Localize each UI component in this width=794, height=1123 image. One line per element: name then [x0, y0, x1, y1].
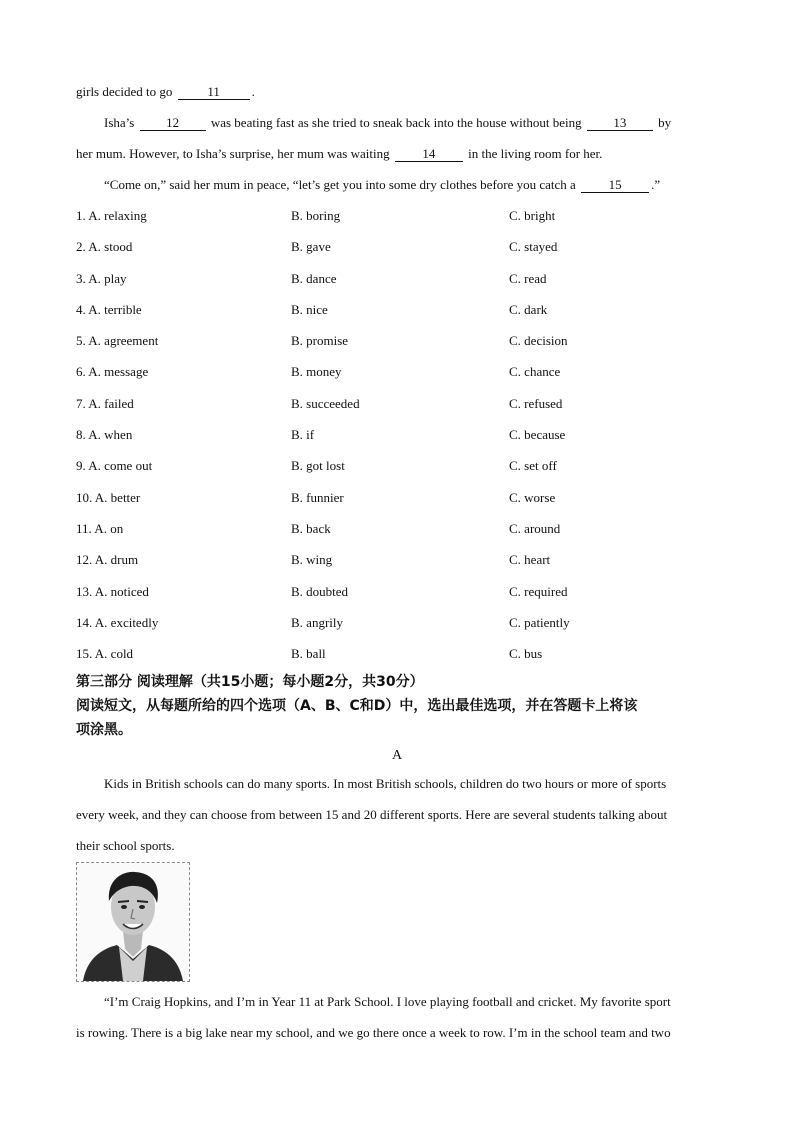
option-a: 8. A. when — [76, 427, 133, 443]
option-b: B. got lost — [291, 458, 345, 474]
passage-line-4 — [104, 177, 718, 193]
option-b: B. money — [291, 364, 342, 380]
option-b: B. funnier — [291, 489, 344, 505]
option-a: 7. A. failed — [76, 395, 134, 411]
option-row — [76, 271, 718, 302]
option-c: C. because — [509, 427, 566, 443]
option-b: B. promise — [291, 333, 349, 349]
option-b: B. angrily — [291, 614, 343, 630]
option-row — [76, 302, 718, 333]
option-c: C. bright — [509, 208, 556, 223]
text: girls decided to go — [76, 84, 176, 99]
text: was beating fast as she tried to sneak back into the house without being — [207, 115, 585, 130]
option-b: B. nice — [291, 301, 328, 317]
option-b: B. boring — [291, 208, 341, 223]
option-c: C. refused — [509, 395, 563, 411]
passage-a-quote-1: “I’m Craig Hopkins, and I’m in Year 11 at Park School. I love playing football and cricket. My favorite sport — [104, 994, 671, 1009]
option-a: 11. A. on — [76, 520, 124, 536]
option-c: C. heart — [509, 552, 551, 568]
option-row — [76, 521, 718, 552]
option-b: B. dance — [291, 270, 337, 286]
text: her mum. However, to Isha’s surprise, her mum was waiting — [76, 146, 393, 161]
blank-12: 12 — [140, 116, 206, 131]
option-a: 1. A. relaxing — [76, 208, 147, 223]
option-b: B. succeeded — [291, 395, 360, 411]
blank-14: 14 — [395, 147, 463, 162]
passage-line-1 — [76, 84, 718, 100]
option-a: 15. A. cold — [76, 646, 134, 662]
option-row — [76, 333, 718, 364]
passage-line-2 — [104, 115, 718, 131]
option-b: B. wing — [291, 552, 333, 568]
option-a: 10. A. better — [76, 489, 141, 505]
option-c: C. read — [509, 270, 547, 286]
option-b: B. doubted — [291, 583, 349, 599]
portrait-illustration — [77, 863, 189, 981]
text: “Come on,” said her mum in peace, “let’s get you into some dry clothes before you catch a — [104, 177, 580, 192]
option-b: B. if — [291, 427, 315, 443]
option-a: 4. A. terrible — [76, 301, 142, 317]
option-c: C. set off — [509, 458, 557, 474]
option-c: C. worse — [509, 489, 556, 505]
option-b: B. gave — [291, 239, 331, 255]
option-a: 2. A. stood — [76, 239, 133, 255]
text: in the living room for her. — [464, 146, 603, 161]
option-a: 6. A. message — [76, 364, 149, 380]
option-c: C. decision — [509, 333, 568, 349]
options-list — [76, 208, 718, 677]
option-row — [76, 239, 718, 270]
passage-a-intro-2: every week, and they can choose from between 15 and 20 different sports. Here are several students talking about — [76, 807, 668, 822]
option-c: C. stayed — [509, 239, 558, 255]
option-a: 14. A. excitedly — [76, 614, 159, 630]
passage-a-intro-3: their school sports. — [76, 838, 175, 853]
section-heading: 第三部分 阅读理解（共15小题；每小题2分，共30分） — [76, 674, 424, 690]
blank-13: 13 — [587, 116, 653, 131]
option-row — [76, 458, 718, 489]
student-portrait-image — [76, 862, 190, 982]
passage-a-intro-1: Kids in British schools can do many sports. In most British schools, children do two hours or more of sports — [104, 776, 667, 791]
option-a: 9. A. come out — [76, 458, 153, 474]
passage-line-3 — [76, 146, 718, 162]
option-c: C. bus — [509, 646, 543, 662]
option-b: B. ball — [291, 646, 326, 662]
option-row — [76, 552, 718, 583]
option-c: C. required — [509, 583, 568, 599]
option-a: 3. A. play — [76, 270, 127, 286]
option-row — [76, 364, 718, 395]
text: . — [251, 84, 255, 99]
section-instruction-1: 阅读短文，从每题所给的四个选项（A、B、C和D）中，选出最佳选项，并在答题卡上将该 — [76, 698, 638, 714]
option-a: 13. A. noticed — [76, 583, 149, 599]
blank-11: 11 — [178, 85, 250, 100]
section-instruction-2: 项涂黑。 — [76, 722, 132, 738]
option-c: C. patiently — [509, 614, 570, 630]
text: .” — [651, 177, 661, 192]
text: by — [654, 115, 672, 130]
option-row — [76, 584, 718, 615]
option-row — [76, 615, 718, 646]
option-c: C. around — [509, 520, 561, 536]
option-row — [76, 427, 718, 458]
passage-label: A — [391, 748, 403, 763]
option-c: C. dark — [509, 301, 548, 317]
passage-a-quote-2: is rowing. There is a big lake near my school, and we go there once a week to row. I’m in the school team and two — [76, 1025, 671, 1040]
text: Isha’s — [104, 115, 138, 130]
option-row — [76, 396, 718, 427]
option-c: C. chance — [509, 364, 561, 380]
option-a: 12. A. drum — [76, 552, 139, 568]
option-b: B. back — [291, 520, 331, 536]
option-row — [76, 490, 718, 521]
option-row — [76, 208, 718, 239]
blank-15: 15 — [581, 178, 649, 193]
option-a: 5. A. agreement — [76, 333, 159, 349]
